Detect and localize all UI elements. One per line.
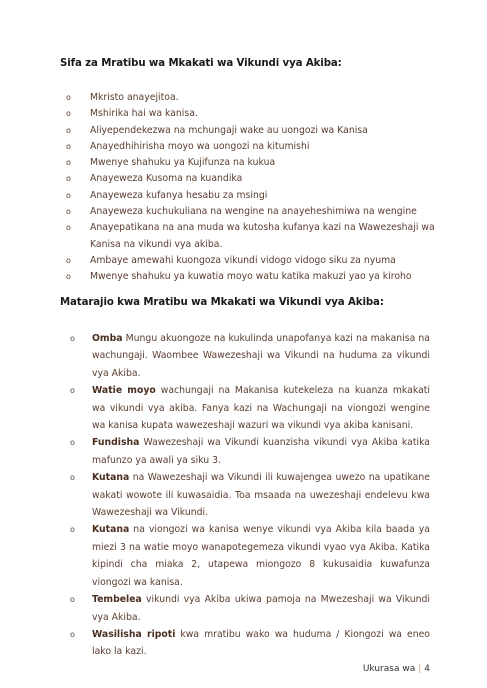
list-item [66,155,446,171]
list-item [66,90,446,106]
list-item-keyword: Omba [92,333,123,344]
page-number: 4 [424,664,430,674]
qualifications-list [66,90,446,286]
list-item-text: Mungu akuongoze na kukulinda unapofanya kazi na makanisa na wachungaji. Waombee Wawezeshaji wa Vikundi na huduma za vikundi vya Akiba. [92,333,430,379]
list-item-text: Mwenye shahuku ya Kujifunza na kukua [90,157,276,169]
bullet-icon: o [70,334,75,343]
list-item-text: Anayeweza Kusoma na kuandika [90,173,243,185]
section-heading-expectations: Matarajio kwa Mratibu wa Mkakati wa Vikundi vya Akiba: [60,297,384,308]
list-item-text: wachungaji na Makanisa kutekeleza na kuanza mkakati wa vikundi vya akiba. Fanya kazi na Wachungaji na viongozi wengine wa kanisa kupata wawezeshaji wazuri wa vikundi vya akiba kanisani. [92,385,430,432]
list-item-text: kwa mratibu wako wa huduma / Kiongozi wa eneo lako la kazi. [92,628,430,658]
list-item [66,123,446,139]
list-item [70,434,430,469]
list-item [66,220,446,253]
list-item-keyword: Kutana [92,524,130,536]
list-item [66,269,446,285]
list-item [70,469,430,521]
footer-separator: | [418,664,422,674]
bullet-icon: o [66,109,71,119]
bullet-icon: o [66,125,71,135]
list-item-text: Mwenye shahuku ya kuwatia moyo watu katika makuzi yao ya kiroho [90,271,412,283]
bullet-icon: o [66,207,71,217]
list-item [66,204,446,220]
footer-label: Ukurasa wa [362,664,416,674]
section-heading-qualifications: Sifa za Mratibu wa Mkakati wa Vikundi vya Akiba: [60,58,342,69]
bullet-icon: o [66,272,71,282]
bullet-icon: o [66,93,71,102]
list-item [66,106,446,122]
bullet-icon: o [70,438,75,448]
list-item [66,188,446,204]
list-item-text: Ambaye amewahi kuongoza vikundi vidogo vidogo siku za nyuma [90,254,396,266]
list-item-keyword: Wasilisha ripoti [92,628,176,640]
list-item-text: Anayepatikana na ana muda wa kutosha kufanya kazi na Wawezeshaji wa Kanisa na vikundi vya akiba. [90,222,435,250]
bullet-icon: o [70,629,75,639]
list-item-text: Mkristo anayejitoa. [90,92,179,103]
expectations-list [70,330,430,661]
list-item-text: na viongozi wa kanisa wenye vikundi vya Akiba kila baada ya miezi 3 na watie moyo wanapotegemeza vikundi vyao vya Akiba. Katika kipindi cha miaka 2, utapewa miongozo 8 kukusaidia kuwafunza viongozi wa kanisa. [92,524,430,588]
list-item-keyword: Watie moyo [92,385,156,397]
list-item-text: Mshirika hai wa kanisa. [90,108,198,120]
list-item [70,382,430,434]
list-item-text: vikundi vya Akiba ukiwa pamoja na Mwezeshaji wa Vikundi vya Akiba. [92,594,430,623]
list-item-text: Anayeweza kufanya hesabu za msingi [90,189,268,201]
bullet-icon: o [70,525,75,535]
list-item-keyword: Fundisha [92,437,140,449]
list-item [70,521,430,591]
bullet-icon: o [66,190,71,200]
list-item-text: Anayeweza kuchukuliana na wengine na anayeheshimiwa na wengine [90,206,417,218]
bullet-icon: o [70,473,75,483]
bullet-icon: o [66,141,71,151]
page-footer [363,664,430,674]
bullet-icon: o [70,595,75,605]
bullet-icon: o [70,386,75,396]
bullet-icon: o [66,158,71,168]
bullet-icon: o [66,174,71,184]
list-item-keyword: Tembelea [92,594,142,606]
bullet-icon: o [66,223,71,233]
list-item-text: Anayedhihirisha moyo wa uongozi na kitumishi [90,140,310,152]
list-item [70,591,430,626]
list-item [70,626,430,661]
list-item-text: Aliyependekezwa na mchungaji wake au uongozi wa Kanisa [90,124,368,136]
list-item-text: Wawezeshaji wa Vikundi kuanzisha vikundi vya Akiba katika mafunzo ya awali ya siku 3. [92,437,430,466]
list-item [66,253,446,269]
list-item-keyword: Kutana [92,472,130,484]
list-item [70,330,430,382]
list-item [66,171,446,187]
list-item-text: na Wawezeshaji wa Vikundi ili kuwajengea uwezo na upatikane wakati wowote ili kuwasaidia. Toa msaada na uwezeshaji endelevu kwa Wawezeshaji wa Vikundi. [92,472,430,519]
list-item [66,139,446,155]
bullet-icon: o [66,255,71,265]
